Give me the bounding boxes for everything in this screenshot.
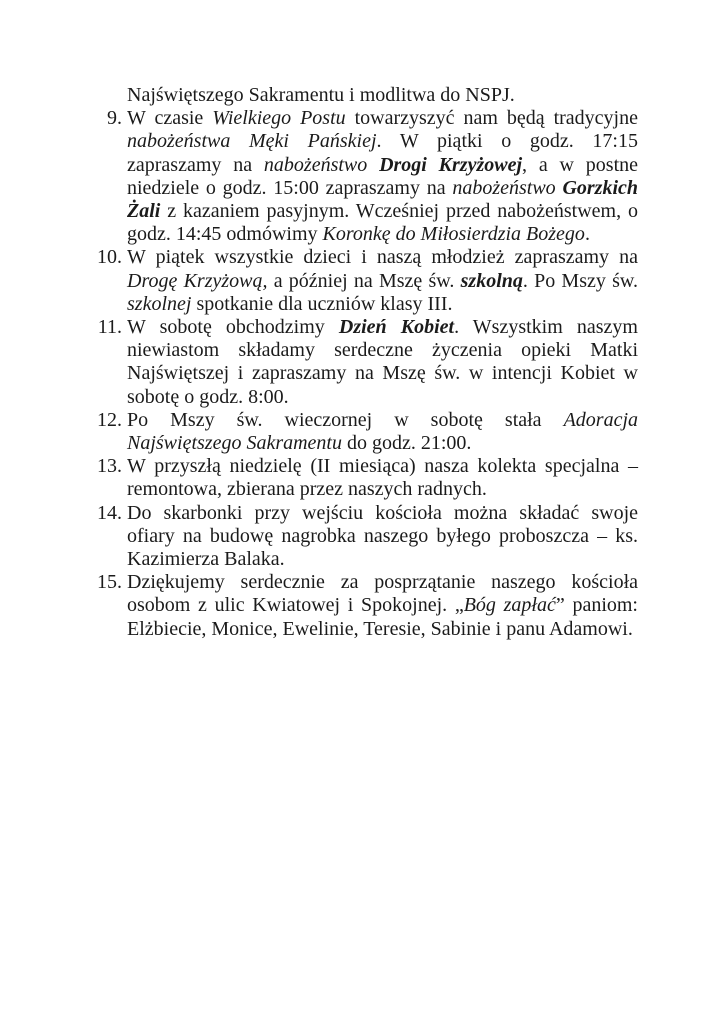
item-text [127, 84, 515, 106]
text-run: Gorzkich Żali [127, 176, 639, 223]
text-run: a później na Mszę św. [267, 269, 461, 292]
text-run: szkolnej [127, 292, 192, 315]
list-item [97, 316, 638, 409]
text-run: ” paniom: Elżbiecie, Monice, Ewelinie, Teresie, Sabinie i panu Adamowi. [127, 594, 638, 640]
item-number: 13. [97, 455, 122, 478]
text-run: Adoracja Najświętszego Sakramentu [127, 408, 638, 455]
text-run: nabożeństwo [452, 176, 563, 199]
text-run: nabożeństwo [263, 153, 380, 176]
text-run: do godz. 21:00. [342, 432, 472, 455]
continuation-line [97, 84, 638, 107]
item-number: 12. [97, 408, 122, 431]
text-run: Drogi Krzyżowej [379, 153, 523, 176]
list-item [97, 107, 638, 246]
list-item [97, 502, 638, 572]
item-text [127, 571, 638, 639]
item-text [127, 409, 638, 454]
text-run: . W piątki o godz. 17:15 zapraszamy na [127, 130, 638, 176]
text-run: Drogę Krzyżową, [127, 269, 268, 292]
item-text [127, 502, 638, 570]
item-text [127, 246, 638, 314]
list-item [97, 455, 638, 501]
text-run: Bóg zapłać [463, 594, 556, 617]
text-run: . [584, 223, 590, 246]
text-run: W sobotę obchodzimy [127, 316, 339, 339]
item-number: 10. [97, 246, 122, 269]
text-run: Koronkę do Miłosierdzia Bożego [322, 223, 585, 246]
text-run: Najświętszego Sakramentu i modlitwa do NSPJ. [127, 84, 515, 106]
text-run: W piątek wszystkie dzieci i naszą młodzież zapraszamy na [127, 246, 638, 269]
item-number: 14. [97, 501, 122, 524]
text-run: Dzień Kobiet [338, 316, 455, 339]
text-run: W przyszłą niedzielę (II miesiąca) nasza kolekta specjalna – remontowa, zbierana przez naszych radnych. [127, 455, 638, 501]
text-run: Dziękujemy serdecznie za posprzątanie naszego kościoła osobom z ulic Kwiatowej i Spokojnej. „ [127, 571, 638, 617]
text-run: spotkanie dla uczniów klasy III. [191, 292, 453, 315]
text-run: z kazaniem pasyjnym. Wcześniej przed nabożeństwem, o godz. 14:45 odmówimy [127, 200, 638, 246]
text-run: szkolną [460, 269, 523, 292]
document-page [97, 84, 638, 641]
item-number: 9. [107, 107, 122, 130]
text-run: . Po Mszy św. [522, 269, 638, 292]
item-number: 15. [97, 571, 122, 594]
item-text [127, 316, 638, 408]
list-item [97, 409, 638, 455]
text-run: towarzyszyć nam będą tradycyjne [345, 107, 638, 130]
text-run: nabożeństwa Męki Pańskiej [127, 130, 377, 153]
text-run: Wielkiego Postu [212, 107, 346, 130]
text-run: Po Mszy św. wieczornej w sobotę stała [127, 408, 564, 431]
text-run: Do skarbonki przy wejściu kościoła można składać swoje ofiary na budowę nagrobka naszego byłego proboszcza – ks. Kazimierza Balaka. [127, 501, 638, 571]
text-run: . Wszystkim naszym niewiastom składamy serdeczne życzenia opieki Matki Najświętszej i zapraszamy na Mszę św. w intencji Kobiet w sobotę o godz. 8:00. [127, 316, 638, 408]
item-text [127, 107, 638, 245]
item-number: 11. [97, 316, 122, 339]
item-text [127, 455, 638, 500]
list-item [97, 246, 638, 316]
text-run: W czasie [127, 107, 213, 130]
text-run: , a w postne niedziele o godz. 15:00 zapraszamy na [127, 153, 639, 199]
list-item [97, 571, 638, 641]
announcements-list [97, 107, 638, 641]
